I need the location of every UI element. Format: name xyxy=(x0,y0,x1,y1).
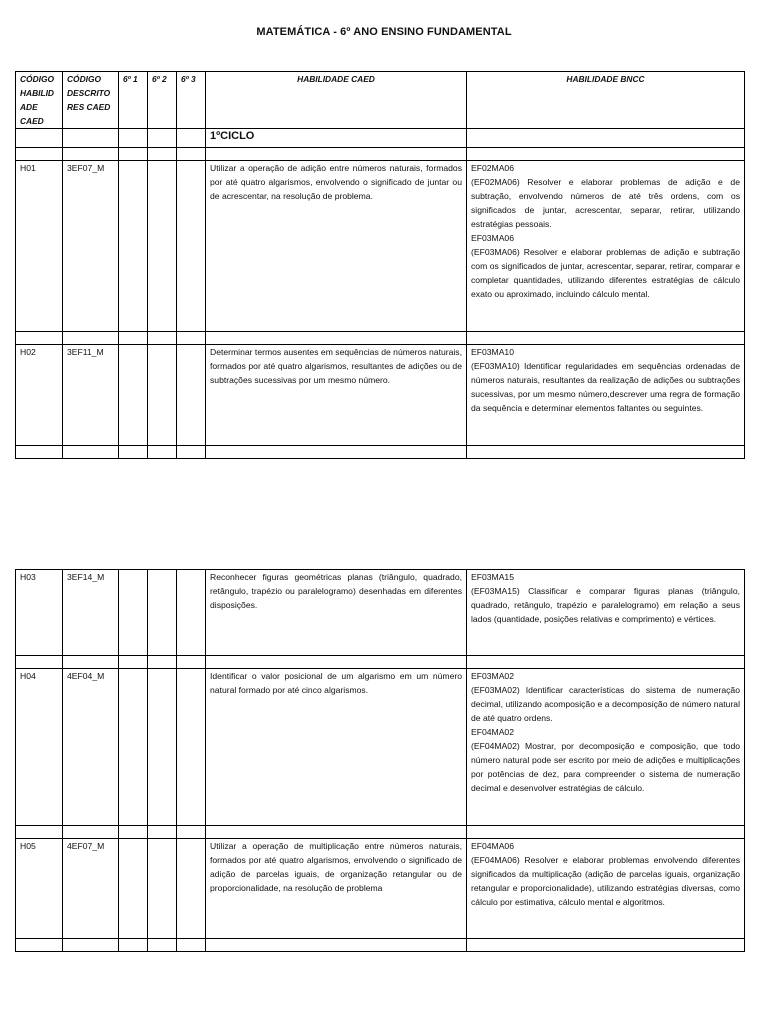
skills-table-part-1 xyxy=(15,71,745,459)
turma-1-cell[interactable] xyxy=(119,161,148,332)
skill-code: H05 xyxy=(16,839,63,939)
header-turma-3: 6º 3 xyxy=(177,72,206,129)
table-header-row xyxy=(16,72,745,129)
bncc-description: (EF03MA10) Identificar regularidades em sequências ordenadas de números naturais, resultantes da realização de adições ou subtrações sucessivas, por um mesmo número,descrever uma regra de formação da sequência e determinar elementos faltantes ou seguintes. xyxy=(471,361,740,413)
bncc-code: EF02MA06 xyxy=(471,163,514,173)
page-title: MATEMÁTICA - 6º ANO ENSINO FUNDAMENTAL xyxy=(256,26,512,38)
skill-code: H03 xyxy=(16,570,63,656)
bncc-description: (EF04MA06) Resolver e elaborar problemas envolvendo diferentes significados da multiplicação (adição de parcelas iguais, organização retangular e proporcionalidade), utilizando estratégias diversas, como cálculo por estimativa, cálculo mental e algoritmos. xyxy=(471,855,740,907)
turma-3-cell[interactable] xyxy=(177,669,206,826)
header-habilidade-caed: HABILIDADE CAED xyxy=(206,72,467,129)
table-row xyxy=(16,161,745,332)
skill-code: H01 xyxy=(16,161,63,332)
turma-2-cell[interactable] xyxy=(148,669,177,826)
descriptor-code: 3EF07_M xyxy=(63,161,119,332)
bncc-code: EF03MA10 xyxy=(471,347,514,357)
bncc-description: (EF03MA15) Classificar e comparar figuras planas (triângulo, quadrado, retângulo, trapézio e paralelogramo) em relação a seus lados (quantidade, posições relativas e comprimento) e vértices. xyxy=(471,586,740,624)
bncc-code: EF03MA02 xyxy=(471,671,514,681)
skills-table-part-2 xyxy=(15,569,745,952)
turma-3-cell[interactable] xyxy=(177,839,206,939)
caed-skill-text: Utilizar a operação de adição entre números naturais, formados por até quatro algarismos, envolvendo o significado de juntar ou de acrescentar, na resolução de problema. xyxy=(206,161,467,332)
header-codigo-habilidade: CÓDIGO HABILIDADE CAED xyxy=(16,72,63,129)
turma-2-cell[interactable] xyxy=(148,345,177,446)
spacer-row xyxy=(16,939,745,952)
bncc-skill-text xyxy=(467,669,745,826)
table-row xyxy=(16,570,745,656)
turma-1-cell[interactable] xyxy=(119,669,148,826)
bncc-skill-text xyxy=(467,345,745,446)
descriptor-code: 4EF07_M xyxy=(63,839,119,939)
table-row xyxy=(16,669,745,826)
bncc-description: (EF04MA02) Mostrar, por decomposição e composição, que todo número natural pode ser escrito por meio de adições e multiplicações por potências de dez, para compreender o sistema de numeração decimal e desenvolver estratégias de cálculo. xyxy=(471,741,740,793)
bncc-code: EF04MA02 xyxy=(471,727,514,737)
turma-3-cell[interactable] xyxy=(177,570,206,656)
caed-skill-text: Identificar o valor posicional de um algarismo em um número natural formado por até cinco algarismos. xyxy=(206,669,467,826)
bncc-code: EF03MA06 xyxy=(471,233,514,243)
bncc-description: (EF02MA06) Resolver e elaborar problemas de adição e de subtração, envolvendo números de até três ordens, com os significados de juntar, acrescentar, separar, retirar, utilizando estratégias pessoais. xyxy=(471,177,740,229)
header-codigo-descritores: CÓDIGO DESCRITORES CAED xyxy=(63,72,119,129)
skill-code: H04 xyxy=(16,669,63,826)
caed-skill-text: Determinar termos ausentes em sequências de números naturais, formados por até quatro algarismos, resultantes de adições ou de subtrações sucessivas por um mesmo número. xyxy=(206,345,467,446)
header-habilidade-bncc: HABILIDADE BNCC xyxy=(467,72,745,129)
turma-1-cell[interactable] xyxy=(119,839,148,939)
spacer-row xyxy=(16,332,745,345)
cycle-row xyxy=(16,129,745,148)
turma-2-cell[interactable] xyxy=(148,161,177,332)
cycle-label: 1ºCICLO xyxy=(206,129,467,148)
bncc-description: (EF03MA02) Identificar características do sistema de numeração decimal, utilizando acomposição e a decomposição de número natural de até quatro ordens. xyxy=(471,685,740,723)
descriptor-code: 3EF14_M xyxy=(63,570,119,656)
bncc-skill-text xyxy=(467,570,745,656)
bncc-skill-text xyxy=(467,839,745,939)
spacer-row xyxy=(16,826,745,839)
descriptor-code: 4EF04_M xyxy=(63,669,119,826)
descriptor-code: 3EF11_M xyxy=(63,345,119,446)
turma-1-cell[interactable] xyxy=(119,570,148,656)
spacer-row xyxy=(16,656,745,669)
caed-skill-text: Reconhecer figuras geométricas planas (triângulo, quadrado, retângulo, trapézio ou paralelogramo) desenhadas em diferentes disposições. xyxy=(206,570,467,656)
turma-3-cell[interactable] xyxy=(177,161,206,332)
turma-2-cell[interactable] xyxy=(148,839,177,939)
header-turma-2: 6º 2 xyxy=(148,72,177,129)
skill-code: H02 xyxy=(16,345,63,446)
bncc-description: (EF03MA06) Resolver e elaborar problemas de adição e subtração com os significados de juntar, acrescentar, separar, retirar, comparar e completar quantidades, utilizando diferentes estratégias de cálculo exato ou aproximado, incluindo cálculo mental. xyxy=(471,247,740,299)
spacer-row xyxy=(16,446,745,459)
caed-skill-text: Utilizar a operação de multiplicação entre números naturais, formados por até quatro algarismos, envolvendo o significado de adição de parcelas iguais, de organização retangular ou de proporcionalidade, na resolução de problema xyxy=(206,839,467,939)
turma-2-cell[interactable] xyxy=(148,570,177,656)
bncc-skill-text xyxy=(467,161,745,332)
table-row xyxy=(16,345,745,446)
header-turma-1: 6º 1 xyxy=(119,72,148,129)
table-row xyxy=(16,839,745,939)
bncc-code: EF04MA06 xyxy=(471,841,514,851)
turma-1-cell[interactable] xyxy=(119,345,148,446)
spacer-row xyxy=(16,148,745,161)
bncc-code: EF03MA15 xyxy=(471,572,514,582)
turma-3-cell[interactable] xyxy=(177,345,206,446)
